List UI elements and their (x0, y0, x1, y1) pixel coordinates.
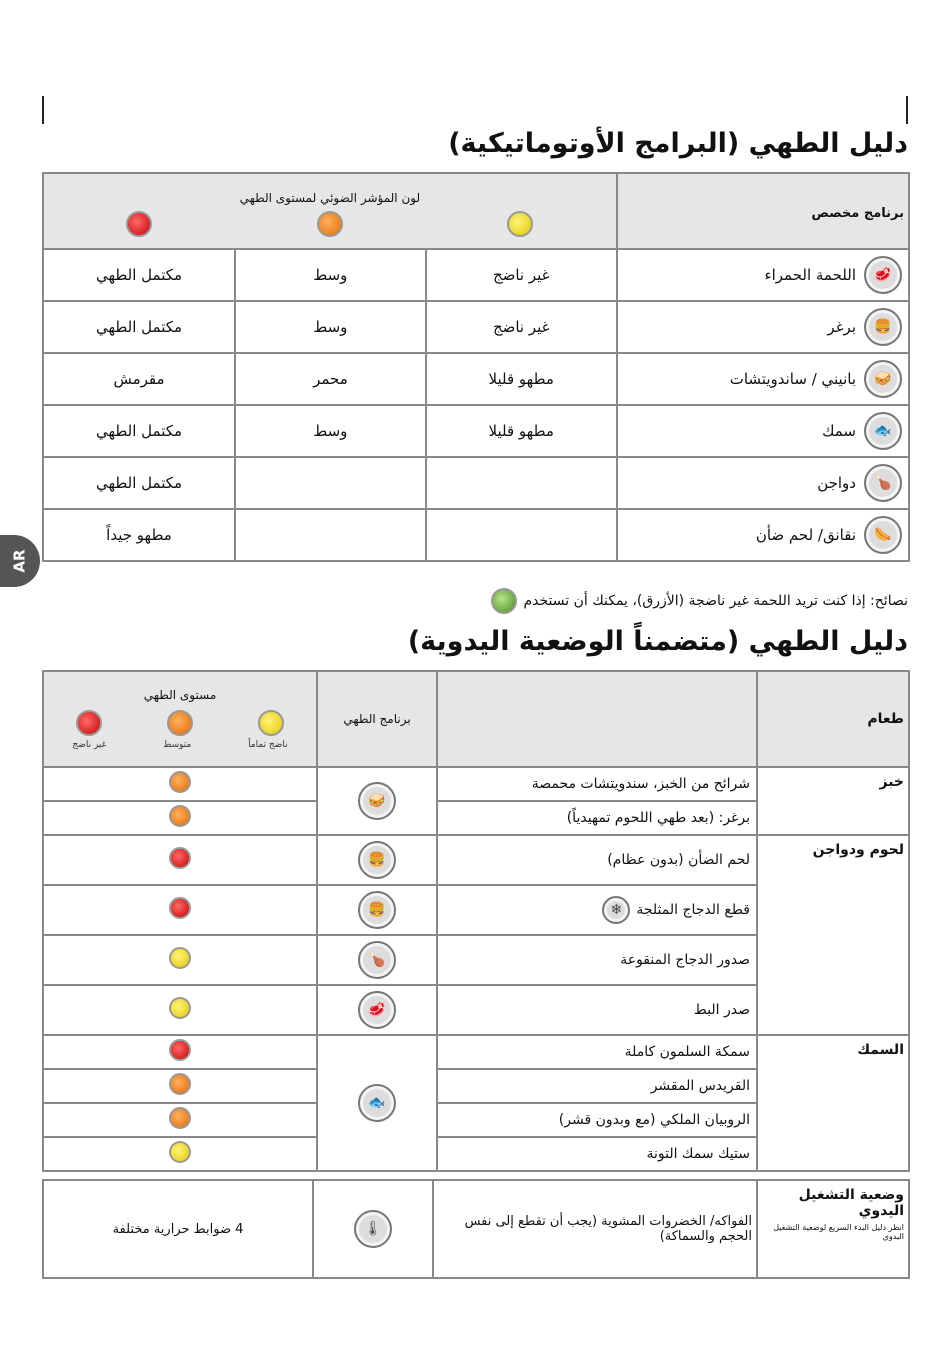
orange-indicator-icon (169, 1107, 191, 1129)
program-label: بانيني / ساندويتشات (729, 370, 856, 388)
level-label-done: ناضج تماماً (248, 740, 288, 750)
fish-icon: 🐟 (864, 412, 902, 450)
level-cell (43, 801, 317, 835)
section2-title: دليل الطهي (متضمناً الوضعية اليدوية) (407, 626, 908, 657)
level-cell (43, 885, 317, 935)
food-label: القريدس المقشر (650, 1078, 750, 1094)
level-red-cell: مطهو جيداً (43, 509, 235, 561)
red-indicator-icon (76, 710, 102, 736)
orange-indicator-icon (169, 805, 191, 827)
poultry-icon: 🍗 (864, 464, 902, 502)
yellow-indicator-icon (169, 1141, 191, 1163)
program-row (43, 249, 909, 301)
header-indicator-label: لون المؤشر الضوئي لمستوى الطهي (239, 191, 421, 205)
level-label-rare: غير ناضج (72, 740, 107, 750)
level-orange-cell (235, 457, 426, 509)
manual-food: الفواكه/ الخضروات المشوية (يجب أن تقطع إلى نفس الحجم والسماكة) (433, 1180, 757, 1278)
manual-note: انظر دليل البدء السريع لوضعية التشغيل اليدوي (773, 1223, 904, 1241)
program-row (43, 301, 909, 353)
food-label: ستيك سمك التونة (646, 1146, 750, 1162)
level-cell (43, 1069, 317, 1103)
food-name (437, 1069, 757, 1103)
thermometer-icon: 🌡 (354, 1210, 392, 1248)
food-label: برغر: (بعد طهي اللحوم تمهيدياً) (566, 810, 750, 826)
burger-icon: 🍔 (864, 308, 902, 346)
food-name (437, 985, 757, 1035)
level-cell (43, 1035, 317, 1069)
manual-guide-table (42, 670, 910, 1172)
header-level-label: مستوى الطهي (143, 688, 217, 702)
burger-icon: 🍔 (358, 841, 396, 879)
red-indicator-icon (126, 211, 152, 237)
green-indicator-icon (491, 588, 517, 614)
header-food: طعام (757, 671, 909, 767)
food-name (437, 801, 757, 835)
sandwich-icon: 🥪 (358, 782, 396, 820)
level-yellow-cell: مطهو قليلا (426, 405, 617, 457)
program-icon-cell (317, 835, 437, 885)
level-red-cell: مقرمش (43, 353, 235, 405)
food-label: سمكة السلمون كاملة (624, 1044, 750, 1060)
red-indicator-icon (169, 847, 191, 869)
program-icon-cell (317, 935, 437, 985)
language-tab-label: AR (10, 549, 29, 573)
manual-icon-cell (313, 1180, 433, 1278)
level-cell (43, 767, 317, 801)
program-label: نقانق/ لحم ضأن (755, 526, 856, 544)
program-icon-cell (317, 885, 437, 935)
level-yellow-cell (426, 457, 617, 509)
program-cell (617, 457, 909, 509)
program-cell (617, 301, 909, 353)
fish-icon: 🐟 (358, 1084, 396, 1122)
program-icon-cell (317, 1035, 437, 1171)
program-cell (617, 249, 909, 301)
level-yellow-cell: مطهو قليلا (426, 353, 617, 405)
steak-icon: 🥩 (864, 256, 902, 294)
yellow-indicator-icon (507, 211, 533, 237)
level-red-cell: مكتمل الطهي (43, 249, 235, 301)
poultry-icon: 🍗 (358, 941, 396, 979)
program-cell (617, 405, 909, 457)
program-cell (617, 509, 909, 561)
orange-indicator-icon (317, 211, 343, 237)
red-indicator-icon (169, 1039, 191, 1061)
orange-indicator-icon (169, 1073, 191, 1095)
program-row (43, 457, 909, 509)
sausage-icon: 🌭 (864, 516, 902, 554)
manual-category: وضعية التشغيل اليدوي (798, 1187, 904, 1219)
yellow-indicator-icon (169, 947, 191, 969)
orange-indicator-icon (167, 710, 193, 736)
food-category: لحوم ودواجن (757, 835, 909, 1035)
auto-programs-table (42, 172, 910, 562)
food-name (437, 1103, 757, 1137)
level-orange-cell: وسط (235, 301, 426, 353)
tips-text: نصائح: إذا كنت تريد اللحمة غير ناضجة (الأزرق)، يمكنك أن تستخدم (523, 593, 908, 609)
food-label: صدر البط (693, 1002, 750, 1018)
header-program: برنامج مخصص (617, 173, 909, 249)
level-red-cell: مكتمل الطهي (43, 457, 235, 509)
level-orange-cell: وسط (235, 249, 426, 301)
language-tab (0, 535, 40, 587)
food-row (43, 1035, 909, 1069)
header-level (43, 671, 317, 767)
level-cell (43, 835, 317, 885)
section1-title: دليل الطهي (البرامج الأوتوماتيكية) (448, 128, 908, 159)
food-name (437, 1137, 757, 1171)
level-orange-cell: محمر (235, 353, 426, 405)
food-label: الروبيان الملكي (مع وبدون قشر) (558, 1112, 750, 1128)
program-label: سمك (822, 422, 856, 440)
level-label-medium: متوسط (163, 740, 192, 750)
level-cell (43, 935, 317, 985)
orange-indicator-icon (169, 771, 191, 793)
tips-line (491, 588, 908, 614)
level-orange-cell: وسط (235, 405, 426, 457)
yellow-indicator-icon (258, 710, 284, 736)
sandwich-icon: 🥪 (864, 360, 902, 398)
food-name (437, 935, 757, 985)
level-yellow-cell: غير ناضج (426, 249, 617, 301)
yellow-indicator-icon (169, 997, 191, 1019)
level-red-cell: مكتمل الطهي (43, 405, 235, 457)
left-margin-rule (42, 96, 44, 124)
food-row (43, 767, 909, 801)
header-program: برنامج الطهي (317, 671, 437, 767)
program-row (43, 405, 909, 457)
food-name (437, 767, 757, 801)
food-label: صدور الدجاج المنقوعة (620, 952, 750, 968)
level-yellow-cell (426, 509, 617, 561)
snowflake-icon: ❄ (602, 896, 630, 924)
program-row (43, 353, 909, 405)
level-orange-cell (235, 509, 426, 561)
food-name (437, 1035, 757, 1069)
program-icon-cell (317, 985, 437, 1035)
program-label: اللحمة الحمراء (764, 266, 856, 284)
food-category: السمك (757, 1035, 909, 1171)
food-category: خبز (757, 767, 909, 835)
food-name (437, 885, 757, 935)
program-label: دواجن (817, 474, 856, 492)
right-margin-rule (906, 96, 908, 124)
level-cell (43, 1103, 317, 1137)
food-name (437, 835, 757, 885)
program-label: برغر (827, 318, 856, 336)
program-row (43, 509, 909, 561)
header-indicator (43, 173, 617, 249)
burger-icon: 🍔 (358, 891, 396, 929)
food-label: قطع الدجاج المثلجة (636, 902, 750, 918)
level-red-cell: مكتمل الطهي (43, 301, 235, 353)
manual-level: 4 ضوابط حرارية مختلفة (43, 1180, 313, 1278)
program-cell (617, 353, 909, 405)
food-label: شرائح من الخبز، سندويتشات محمصة (531, 776, 750, 792)
food-row (43, 835, 909, 885)
level-yellow-cell: غير ناضج (426, 301, 617, 353)
header-food-detail (437, 671, 757, 767)
steak-icon: 🥩 (358, 991, 396, 1029)
program-icon-cell (317, 767, 437, 835)
manual-mode-table (42, 1179, 910, 1279)
level-cell (43, 1137, 317, 1171)
red-indicator-icon (169, 897, 191, 919)
food-label: لحم الضأن (بدون عظام) (607, 852, 750, 868)
level-cell (43, 985, 317, 1035)
manual-category-cell (757, 1180, 909, 1278)
